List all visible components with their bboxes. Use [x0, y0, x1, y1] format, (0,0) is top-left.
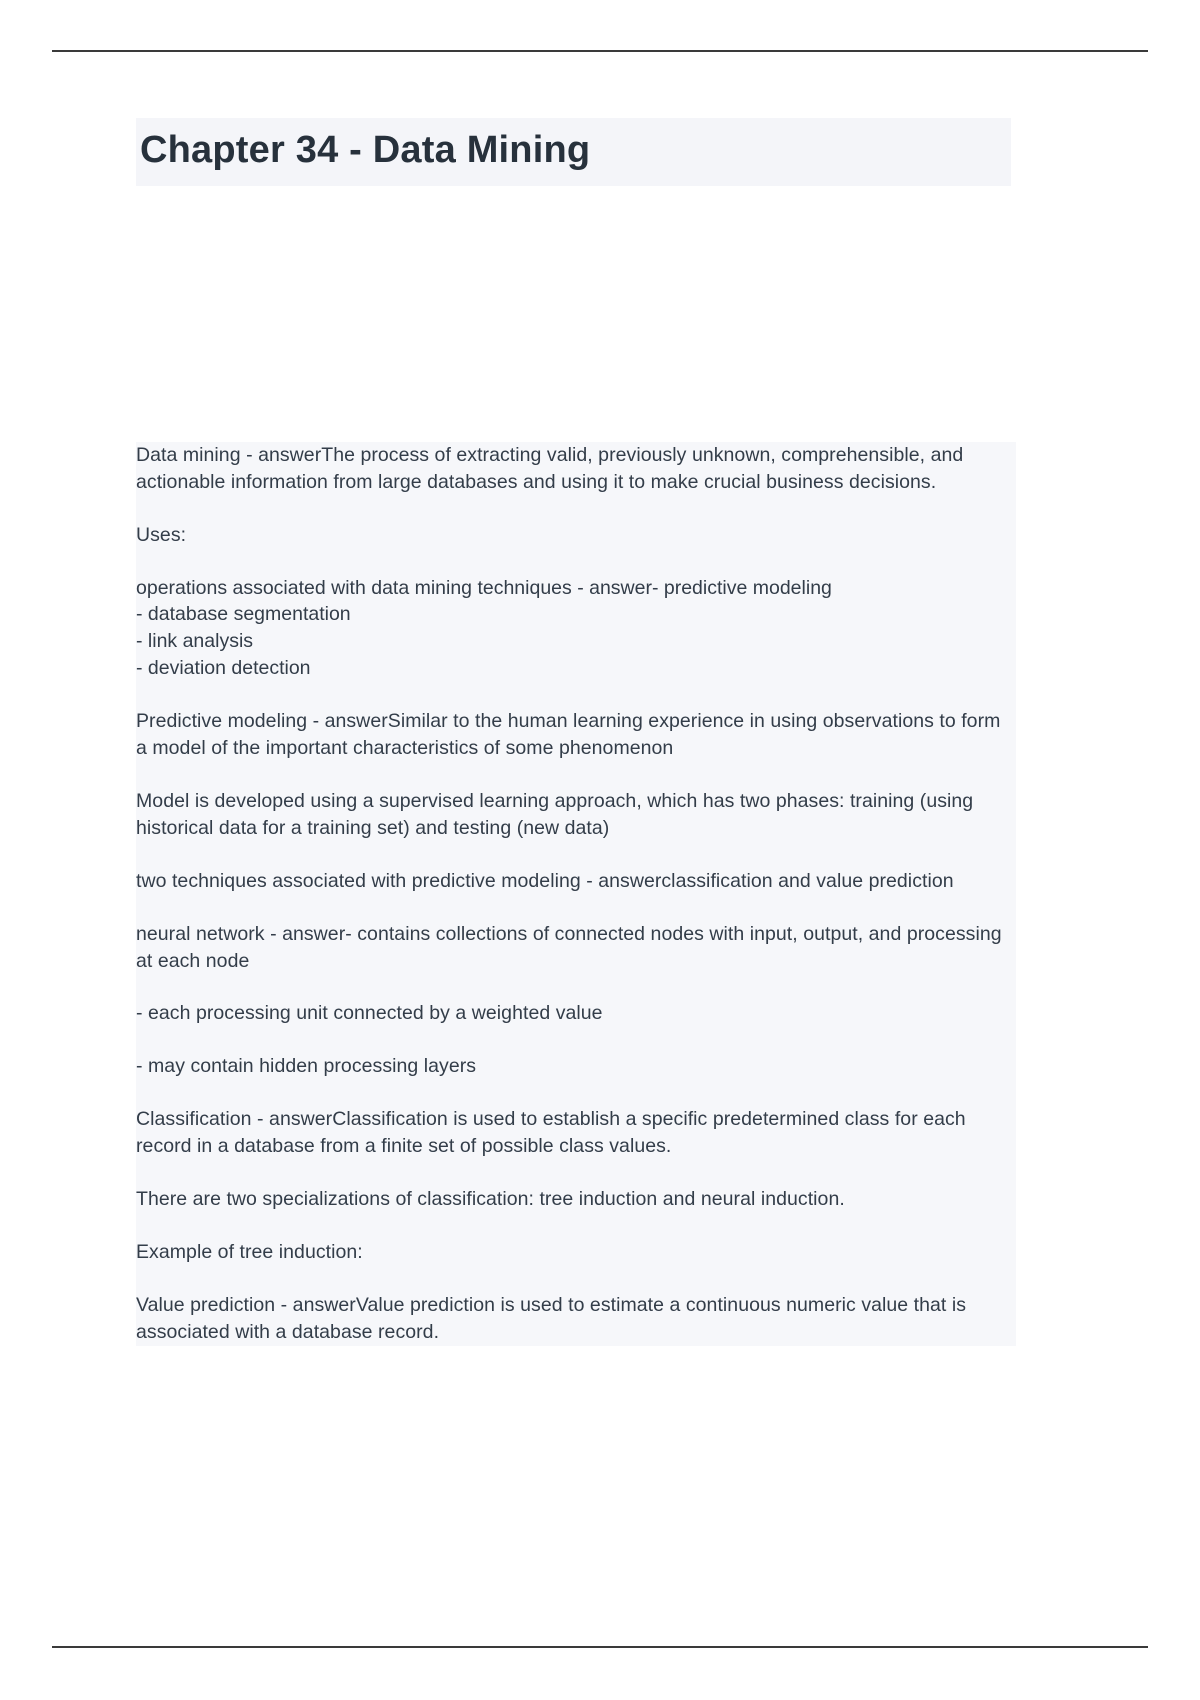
- paragraph-model-phases: Model is developed using a supervised learning approach, which has two phases: training (using historical data for a training set) and testing (new data): [136, 789, 974, 839]
- page-title: Chapter 34 - Data Mining: [136, 118, 1011, 186]
- list-item: - deviation detection: [136, 657, 311, 680]
- paragraph-data-mining-definition: Data mining - answerThe process of extracting valid, previously unknown, comprehensible, and actionable information from large databases and using it to make crucial business decisions.: [136, 443, 964, 493]
- header-divider: [52, 50, 1148, 52]
- paragraph-hidden-layers: - may contain hidden processing layers: [136, 1055, 477, 1078]
- list-item-operations-heading: operations associated with data mining techniques - answer- predictive modeling: [136, 576, 832, 599]
- paragraph-neural-network: neural network - answer- contains collections of connected nodes with input, output, and processing at each node: [136, 922, 1002, 972]
- operations-list: [136, 575, 1016, 683]
- paragraph-predictive-modeling: Predictive modeling - answerSimilar to the human learning experience in using observations to form a model of the important characteristics of some phenomenon: [136, 710, 1001, 760]
- paragraph-two-techniques: two techniques associated with predictive modeling - answerclassification and value prediction: [136, 869, 954, 892]
- list-item: - database segmentation: [136, 603, 351, 626]
- list-item: - link analysis: [136, 630, 254, 653]
- paragraph-specializations: There are two specializations of classification: tree induction and neural induction.: [136, 1188, 845, 1211]
- paragraph-classification: Classification - answerClassification is used to establish a specific predetermined class for each record in a database from a finite set of possible class values.: [136, 1108, 966, 1158]
- document-content: [136, 118, 1016, 1372]
- footer-divider: [52, 1646, 1148, 1648]
- document-body: [136, 442, 1016, 1346]
- paragraph-weighted-value: - each processing unit connected by a weighted value: [136, 1002, 603, 1025]
- paragraph-value-prediction: Value prediction - answerValue prediction is used to estimate a continuous numeric value that is associated with a database record.: [136, 1293, 967, 1343]
- paragraph-uses: Uses:: [136, 523, 187, 546]
- paragraph-example-tree-induction: Example of tree induction:: [136, 1241, 363, 1264]
